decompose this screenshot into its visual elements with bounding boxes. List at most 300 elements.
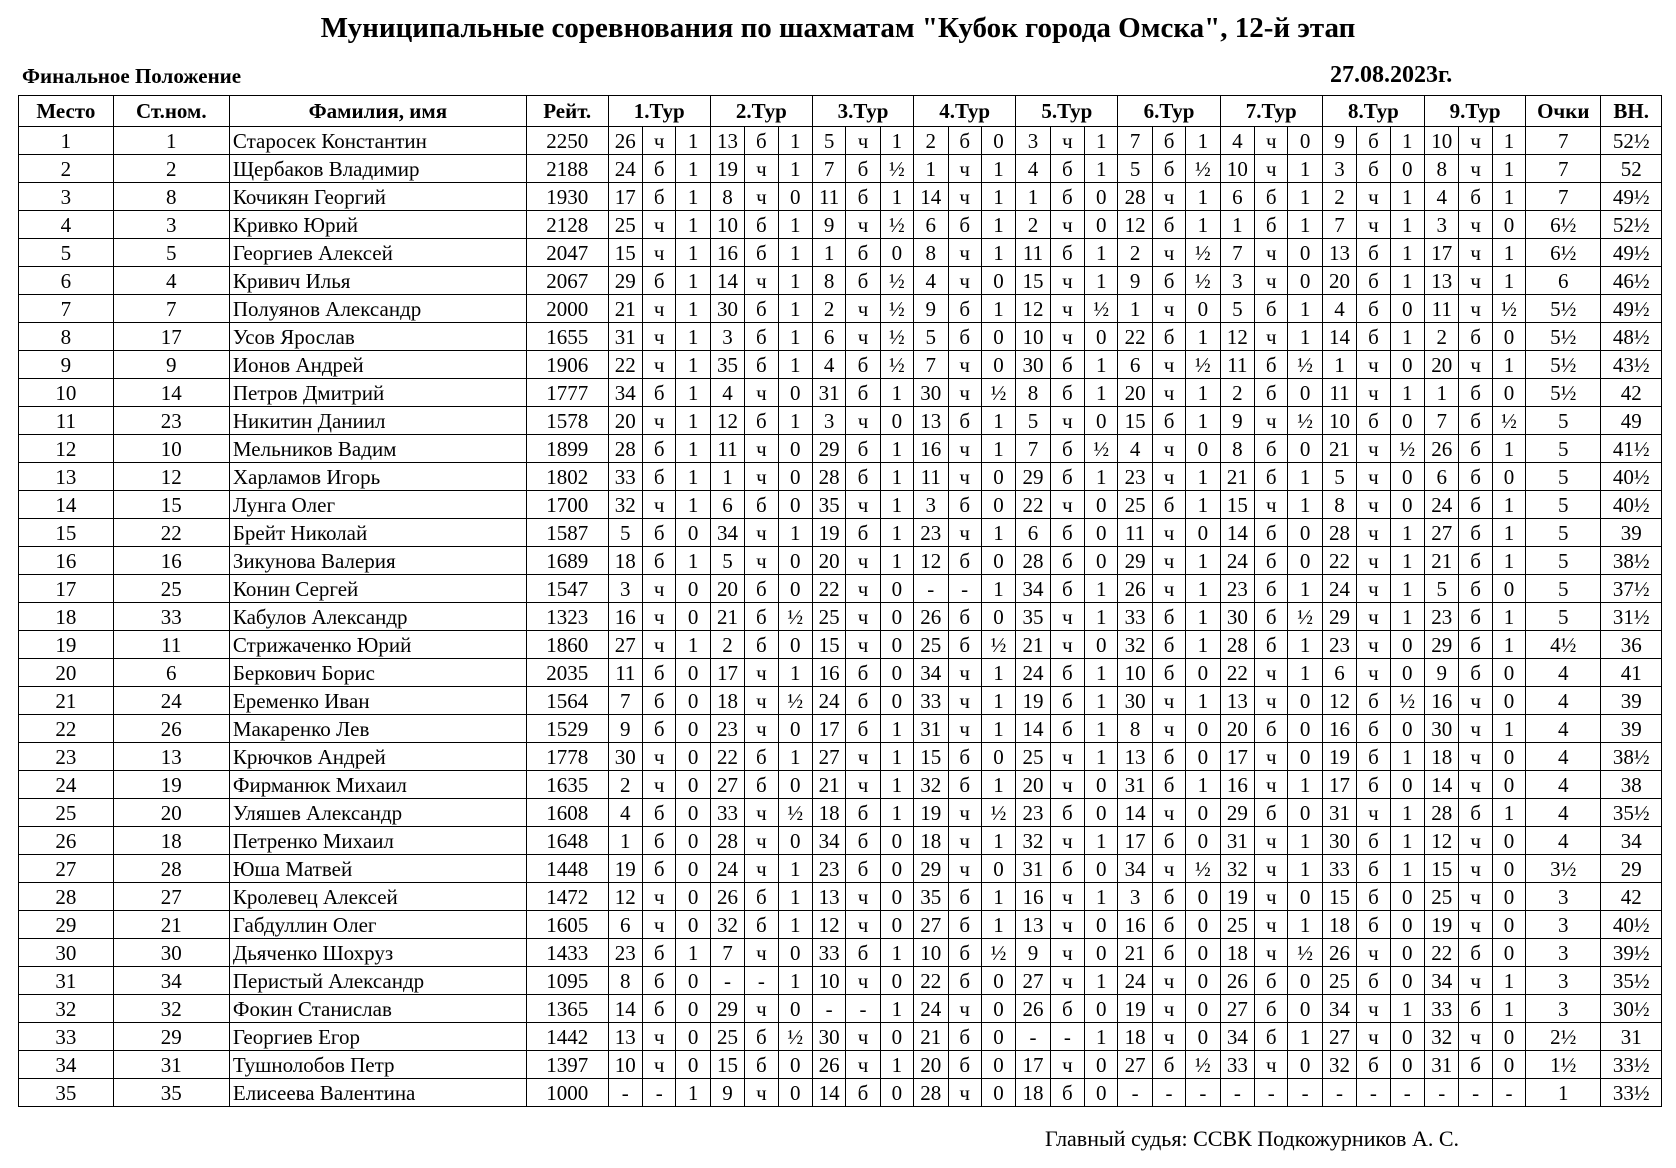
round-2-opponent-cell: 34 [710,519,744,547]
tiebreak-cell: 49½ [1601,239,1662,267]
place-cell: 19 [19,631,114,659]
round-2-result-cell: 0 [778,995,812,1023]
round-4-color-cell: ч [948,351,981,379]
round-1-color-cell: б [643,267,676,295]
round-3-result-cell: 0 [880,1079,913,1107]
place-cell: 35 [19,1079,114,1107]
round-6-result-cell: 0 [1186,295,1220,323]
round-8-result-cell: 1 [1390,575,1424,603]
round-7-result-cell: 1 [1288,855,1322,883]
round-4-opponent-cell: 25 [914,631,948,659]
round-4-opponent-cell: 30 [914,379,948,407]
round-2-color-cell: ч [745,155,778,183]
round-6-color-cell: ч [1152,547,1185,575]
round-1-opponent-cell: 17 [608,183,642,211]
round-2-opponent-cell: 18 [710,687,744,715]
start-number-cell: 28 [113,855,229,883]
round-1-opponent-cell: 33 [608,463,642,491]
round-9-opponent-cell: 7 [1425,407,1459,435]
round-5-color-cell: б [1050,715,1084,743]
player-name-cell: Макаренко Лев [229,715,526,743]
rating-cell: 1397 [526,1051,608,1079]
round-2-color-cell: ч [745,1079,778,1107]
round-7-opponent-cell: 22 [1220,659,1254,687]
round-6-opponent-cell: 8 [1118,715,1152,743]
round-2-color-cell: б [745,211,778,239]
round-5-result-cell: 0 [1085,799,1118,827]
round-3-color-cell: б [846,715,880,743]
round-7-color-cell: ч [1255,1051,1288,1079]
round-9-result-cell: 0 [1492,575,1525,603]
tiebreak-cell: 33½ [1601,1079,1662,1107]
round-8-color-cell: б [1357,771,1390,799]
player-name-cell: Петров Дмитрий [229,379,526,407]
round-2-color-cell: б [745,491,778,519]
place-cell: 4 [19,211,114,239]
round-9-result-cell: 0 [1492,659,1525,687]
tiebreak-cell: 49 [1601,407,1662,435]
round-8-opponent-cell: 12 [1322,687,1356,715]
round-2-color-cell: ч [745,687,778,715]
round-2-color-cell: ч [745,519,778,547]
round-9-opponent-cell: 30 [1425,715,1459,743]
round-3-result-cell: 0 [880,603,913,631]
round-1-opponent-cell: 34 [608,379,642,407]
round-2-color-cell: б [745,575,778,603]
round-9-result-cell: 1 [1492,351,1525,379]
round-8-color-cell: б [1357,855,1390,883]
round-8-color-cell: б [1357,743,1390,771]
round-5-color-cell: ч [1050,323,1084,351]
round-1-result-cell: 0 [676,1023,710,1051]
round-3-opponent-cell: 20 [812,547,845,575]
round-8-result-cell: 0 [1390,631,1424,659]
round-1-color-cell: б [643,435,676,463]
round-8-color-cell: ч [1357,631,1390,659]
round-8-color-cell: б [1357,323,1390,351]
round-7-color-cell: б [1255,547,1288,575]
round-8-color-cell: б [1357,687,1390,715]
player-name-cell: Брейт Николай [229,519,526,547]
round-3-opponent-cell: 13 [812,883,845,911]
points-cell: 5 [1526,547,1601,575]
rating-cell: 1648 [526,827,608,855]
round-7-color-cell: б [1255,799,1288,827]
round-6-result-cell: 1 [1186,491,1220,519]
round-5-result-cell: ½ [1085,435,1118,463]
rating-cell: 1655 [526,323,608,351]
round-2-opponent-cell: 27 [710,771,744,799]
round-6-opponent-cell: 14 [1118,799,1152,827]
round-4-opponent-cell: 15 [914,743,948,771]
round-1-color-cell: б [643,995,676,1023]
points-cell: 5 [1526,575,1601,603]
round-4-opponent-cell: 20 [914,1051,948,1079]
header-row [19,96,1662,127]
round-5-opponent-cell: 23 [1016,799,1050,827]
round-3-opponent-cell: 4 [812,351,845,379]
round-7-opponent-cell: - [1220,1079,1254,1107]
round-8-color-cell: б [1357,295,1390,323]
round-6-color-cell: б [1152,743,1185,771]
round-9-color-cell: б [1459,799,1492,827]
round-6-opponent-cell: 29 [1118,547,1152,575]
round-4-result-cell: 0 [981,323,1015,351]
round-7-color-cell: б [1255,995,1288,1023]
round-8-result-cell: 0 [1390,715,1424,743]
round-6-color-cell: б [1152,827,1185,855]
round-5-opponent-cell: 3 [1016,127,1050,155]
round-6-opponent-cell: 27 [1118,1051,1152,1079]
round-6-opponent-cell: 33 [1118,603,1152,631]
round-6-result-cell: 0 [1186,743,1220,771]
round-2-color-cell: ч [745,659,778,687]
round-6-opponent-cell: 22 [1118,323,1152,351]
round-2-opponent-cell: 14 [710,267,744,295]
round-9-result-cell: 0 [1492,883,1525,911]
round-2-color-cell: ч [745,379,778,407]
round-1-opponent-cell: 8 [608,967,642,995]
round-7-opponent-cell: 33 [1220,1051,1254,1079]
header-round-9: 9.Тур [1425,96,1526,127]
table-row [19,659,1662,687]
round-9-opponent-cell: 6 [1425,463,1459,491]
round-4-opponent-cell: 34 [914,659,948,687]
round-1-opponent-cell: 9 [608,715,642,743]
round-7-opponent-cell: 17 [1220,743,1254,771]
round-6-result-cell: ½ [1186,155,1220,183]
round-3-color-cell: б [846,687,880,715]
header-tiebreak: ВН. [1601,96,1662,127]
round-5-opponent-cell: 13 [1016,911,1050,939]
round-7-color-cell: - [1255,1079,1288,1107]
round-3-result-cell: 1 [880,771,913,799]
round-9-result-cell: 1 [1492,799,1525,827]
round-6-color-cell: ч [1152,995,1185,1023]
round-6-color-cell: ч [1152,519,1185,547]
round-5-color-cell: ч [1050,127,1084,155]
round-6-color-cell: б [1152,211,1185,239]
round-9-color-cell: ч [1459,967,1492,995]
round-5-color-cell: ч [1050,911,1084,939]
round-3-result-cell: ½ [880,211,913,239]
round-9-color-cell: б [1459,463,1492,491]
round-3-color-cell: ч [846,127,880,155]
round-9-result-cell: 0 [1492,211,1525,239]
table-row [19,995,1662,1023]
player-name-cell: Юша Матвей [229,855,526,883]
round-9-color-cell: ч [1459,267,1492,295]
points-cell: 5½ [1526,351,1601,379]
round-8-opponent-cell: 10 [1322,407,1356,435]
round-5-opponent-cell: 1 [1016,183,1050,211]
player-name-cell: Георгиев Алексей [229,239,526,267]
player-name-cell: Фирманюк Михаил [229,771,526,799]
round-6-opponent-cell: 32 [1118,631,1152,659]
player-name-cell: Кролевец Алексей [229,883,526,911]
round-1-result-cell: 0 [676,883,710,911]
round-9-color-cell: б [1459,659,1492,687]
round-9-result-cell: 0 [1492,939,1525,967]
round-3-color-cell: б [846,659,880,687]
round-3-opponent-cell: 33 [812,939,845,967]
round-5-opponent-cell: 4 [1016,155,1050,183]
round-8-color-cell: б [1357,827,1390,855]
round-5-result-cell: 1 [1085,351,1118,379]
round-8-opponent-cell: 9 [1322,127,1356,155]
round-7-color-cell: б [1255,379,1288,407]
points-cell: 4 [1526,827,1601,855]
round-5-color-cell: ч [1050,407,1084,435]
round-7-opponent-cell: 27 [1220,995,1254,1023]
round-8-result-cell: 1 [1390,379,1424,407]
round-8-color-cell: б [1357,911,1390,939]
round-1-opponent-cell: 10 [608,1051,642,1079]
round-6-result-cell: 0 [1186,519,1220,547]
round-7-opponent-cell: 31 [1220,827,1254,855]
round-7-opponent-cell: 30 [1220,603,1254,631]
player-name-cell: Щербаков Владимир [229,155,526,183]
round-9-result-cell: 0 [1492,1023,1525,1051]
points-cell: 4½ [1526,631,1601,659]
table-row [19,267,1662,295]
round-2-opponent-cell: 10 [710,211,744,239]
start-number-cell: 30 [113,939,229,967]
round-8-result-cell: 1 [1390,323,1424,351]
round-3-opponent-cell: 31 [812,379,845,407]
rating-cell: 1778 [526,743,608,771]
round-3-opponent-cell: 21 [812,771,845,799]
rating-cell: 1930 [526,183,608,211]
round-3-opponent-cell: 8 [812,267,845,295]
start-number-cell: 1 [113,127,229,155]
round-3-result-cell: 1 [880,463,913,491]
round-9-result-cell: 0 [1492,911,1525,939]
round-1-result-cell: 1 [676,379,710,407]
round-3-opponent-cell: 26 [812,1051,845,1079]
round-1-color-cell: ч [643,295,676,323]
tiebreak-cell: 40½ [1601,491,1662,519]
round-5-opponent-cell: 30 [1016,351,1050,379]
round-2-opponent-cell: 1 [710,463,744,491]
round-8-result-cell: 0 [1390,771,1424,799]
round-3-color-cell: ч [846,967,880,995]
round-1-color-cell: б [643,855,676,883]
round-9-color-cell: - [1459,1079,1492,1107]
place-cell: 15 [19,519,114,547]
round-8-opponent-cell: 25 [1322,967,1356,995]
player-name-cell: Ионов Андрей [229,351,526,379]
round-1-result-cell: 0 [676,1051,710,1079]
round-8-opponent-cell: 3 [1322,155,1356,183]
tiebreak-cell: 30½ [1601,995,1662,1023]
player-name-cell: Зикунова Валерия [229,547,526,575]
place-cell: 8 [19,323,114,351]
round-3-opponent-cell: 30 [812,1023,845,1051]
round-1-result-cell: 1 [676,267,710,295]
place-cell: 33 [19,1023,114,1051]
round-7-result-cell: 1 [1288,183,1322,211]
round-6-opponent-cell: 30 [1118,687,1152,715]
round-9-color-cell: ч [1459,211,1492,239]
round-3-result-cell: ½ [880,295,913,323]
round-2-opponent-cell: 29 [710,995,744,1023]
document-title: Муниципальные соревнования по шахматам "Кубок города Омска", 12-й этап [320,12,1356,44]
table-row [19,883,1662,911]
round-8-result-cell: ½ [1390,687,1424,715]
round-4-opponent-cell: 27 [914,911,948,939]
round-1-result-cell: 1 [676,435,710,463]
round-1-color-cell: б [643,799,676,827]
round-7-result-cell: 1 [1288,491,1322,519]
round-2-opponent-cell: 32 [710,911,744,939]
round-2-result-cell: 1 [778,127,812,155]
round-4-result-cell: 1 [981,239,1015,267]
round-6-result-cell: 1 [1186,687,1220,715]
round-1-color-cell: ч [643,743,676,771]
round-9-result-cell: 1 [1492,547,1525,575]
round-9-opponent-cell: 20 [1425,351,1459,379]
round-5-result-cell: 1 [1085,743,1118,771]
round-4-result-cell: 1 [981,827,1015,855]
round-3-result-cell: 1 [880,939,913,967]
round-2-color-cell: б [745,603,778,631]
player-name-cell: Старосек Константин [229,127,526,155]
start-number-cell: 13 [113,743,229,771]
round-1-opponent-cell: 5 [608,519,642,547]
round-6-color-cell: - [1152,1079,1185,1107]
round-7-result-cell: 0 [1288,743,1322,771]
round-7-opponent-cell: 29 [1220,799,1254,827]
place-cell: 23 [19,743,114,771]
table-row [19,547,1662,575]
round-8-opponent-cell: 14 [1322,323,1356,351]
rating-cell: 1323 [526,603,608,631]
round-4-result-cell: 0 [981,603,1015,631]
points-cell: 4 [1526,687,1601,715]
round-6-color-cell: б [1152,267,1185,295]
round-3-color-cell: б [846,239,880,267]
round-9-color-cell: ч [1459,771,1492,799]
round-6-result-cell: ½ [1186,855,1220,883]
round-3-color-cell: ч [846,575,880,603]
round-7-result-cell: 1 [1288,155,1322,183]
round-2-result-cell: 1 [778,883,812,911]
round-3-opponent-cell: 19 [812,519,845,547]
start-number-cell: 2 [113,155,229,183]
round-7-color-cell: б [1255,351,1288,379]
round-2-result-cell: ½ [778,603,812,631]
round-5-opponent-cell: - [1016,1023,1050,1051]
round-2-result-cell: 0 [778,1051,812,1079]
round-1-color-cell: ч [643,1023,676,1051]
table-row [19,911,1662,939]
round-1-color-cell: б [643,519,676,547]
round-9-result-cell: ½ [1492,407,1525,435]
round-5-result-cell: 0 [1085,855,1118,883]
table-row [19,463,1662,491]
round-1-opponent-cell: 6 [608,911,642,939]
round-8-opponent-cell: 28 [1322,519,1356,547]
round-3-result-cell: 1 [880,995,913,1023]
round-2-color-cell: б [745,1023,778,1051]
round-4-opponent-cell: 1 [914,155,948,183]
round-3-color-cell: ч [846,631,880,659]
player-name-cell: Еременко Иван [229,687,526,715]
round-1-opponent-cell: 31 [608,323,642,351]
header-round-6: 6.Тур [1118,96,1220,127]
round-9-result-cell: 1 [1492,715,1525,743]
round-1-color-cell: б [643,379,676,407]
table-row [19,351,1662,379]
round-5-result-cell: 1 [1085,827,1118,855]
tiebreak-cell: 35½ [1601,799,1662,827]
round-9-result-cell: 1 [1492,967,1525,995]
round-3-result-cell: 1 [880,379,913,407]
round-2-result-cell: 0 [778,631,812,659]
round-8-opponent-cell: 6 [1322,659,1356,687]
round-5-result-cell: 1 [1085,967,1118,995]
round-4-opponent-cell: 31 [914,715,948,743]
round-6-opponent-cell: 6 [1118,351,1152,379]
round-8-result-cell: 1 [1390,827,1424,855]
round-3-result-cell: 1 [880,435,913,463]
round-2-color-cell: б [745,883,778,911]
round-7-color-cell: б [1255,631,1288,659]
round-9-color-cell: ч [1459,239,1492,267]
start-number-cell: 18 [113,827,229,855]
points-cell: 3 [1526,911,1601,939]
rating-cell: 1860 [526,631,608,659]
round-7-color-cell: ч [1255,883,1288,911]
round-5-color-cell: ч [1050,827,1084,855]
round-9-color-cell: б [1459,519,1492,547]
round-5-opponent-cell: 34 [1016,575,1050,603]
round-8-result-cell: 1 [1390,603,1424,631]
round-4-result-cell: 0 [981,351,1015,379]
tiebreak-cell: 31 [1601,1023,1662,1051]
round-7-result-cell: 0 [1288,127,1322,155]
round-5-color-cell: - [1050,1023,1084,1051]
round-8-result-cell: 0 [1390,883,1424,911]
round-8-color-cell: ч [1357,379,1390,407]
round-2-result-cell: 0 [778,575,812,603]
round-5-color-cell: б [1050,799,1084,827]
rating-cell: 1433 [526,939,608,967]
round-2-color-cell: б [745,295,778,323]
round-8-color-cell: б [1357,407,1390,435]
player-name-cell: Кривич Илья [229,267,526,295]
round-6-color-cell: б [1152,127,1185,155]
points-cell: 5 [1526,491,1601,519]
round-3-opponent-cell: 1 [812,239,845,267]
round-7-color-cell: ч [1255,267,1288,295]
round-7-opponent-cell: 28 [1220,631,1254,659]
round-2-color-cell: б [745,743,778,771]
round-9-opponent-cell: 34 [1425,967,1459,995]
points-cell: 4 [1526,659,1601,687]
round-3-color-cell: ч [846,1051,880,1079]
round-5-opponent-cell: 14 [1016,715,1050,743]
round-6-opponent-cell: 16 [1118,911,1152,939]
round-6-opponent-cell: 9 [1118,267,1152,295]
round-4-result-cell: 1 [981,771,1015,799]
round-9-color-cell: ч [1459,827,1492,855]
round-1-result-cell: 0 [676,603,710,631]
round-4-opponent-cell: 16 [914,435,948,463]
round-1-result-cell: 0 [676,743,710,771]
round-2-result-cell: 0 [778,547,812,575]
